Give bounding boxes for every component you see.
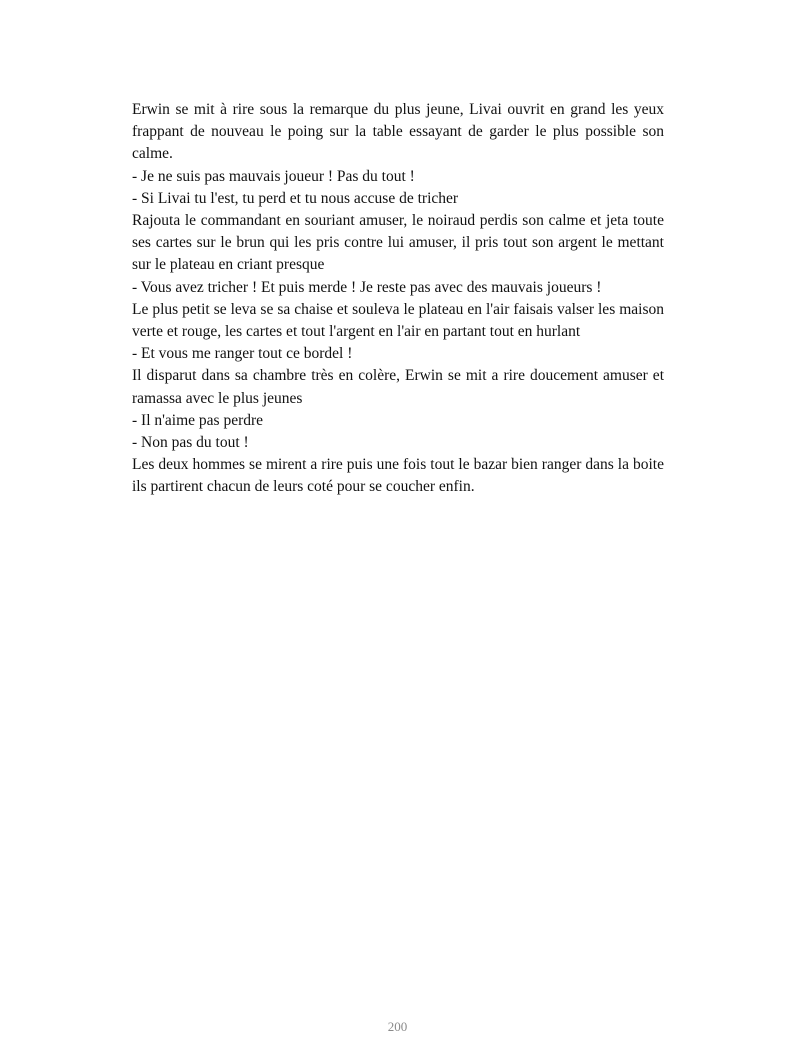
paragraph: Les deux hommes se mirent a rire puis une fois tout le bazar bien ranger dans la boite ils partirent chacun de leurs coté pour se coucher enfin. xyxy=(132,456,664,496)
dialogue-line: - Si Livai tu l'est, tu perd et tu nous accuse de tricher xyxy=(132,189,459,207)
paragraph: Erwin se mit à rire sous la remarque du plus jeune, Livai ouvrit en grand les yeux frappant de nouveau le poing sur la table essayant de garder le plus possible son calme. xyxy=(132,101,664,163)
page-number: 200 xyxy=(387,1019,408,1034)
body-text xyxy=(132,99,664,499)
paragraph: Il disparut dans sa chambre très en colère, Erwin se mit a rire doucement amuser et ramassa avec le plus jeunes xyxy=(132,367,664,407)
dialogue-line: - Il n'aime pas perdre xyxy=(132,411,264,429)
dialogue-line: - Non pas du tout ! xyxy=(132,434,249,452)
dialogue-line: - Et vous me ranger tout ce bordel ! xyxy=(132,345,353,363)
dialogue-line: - Je ne suis pas mauvais joueur ! Pas du tout ! xyxy=(132,167,415,185)
dialogue-line: - Vous avez tricher ! Et puis merde ! Je reste pas avec des mauvais joueurs ! xyxy=(132,278,602,296)
paragraph: Le plus petit se leva se sa chaise et souleva le plateau en l'air faisais valser les maison verte et rouge, les cartes et tout l'argent en l'air en partant tout en hurlant xyxy=(132,300,664,341)
paragraph: Rajouta le commandant en souriant amuser, le noiraud perdis son calme et jeta toute ses cartes sur le brun qui les pris contre lui amuser, il pris tout son argent le mettant sur le plateau en criant presque xyxy=(132,212,664,274)
